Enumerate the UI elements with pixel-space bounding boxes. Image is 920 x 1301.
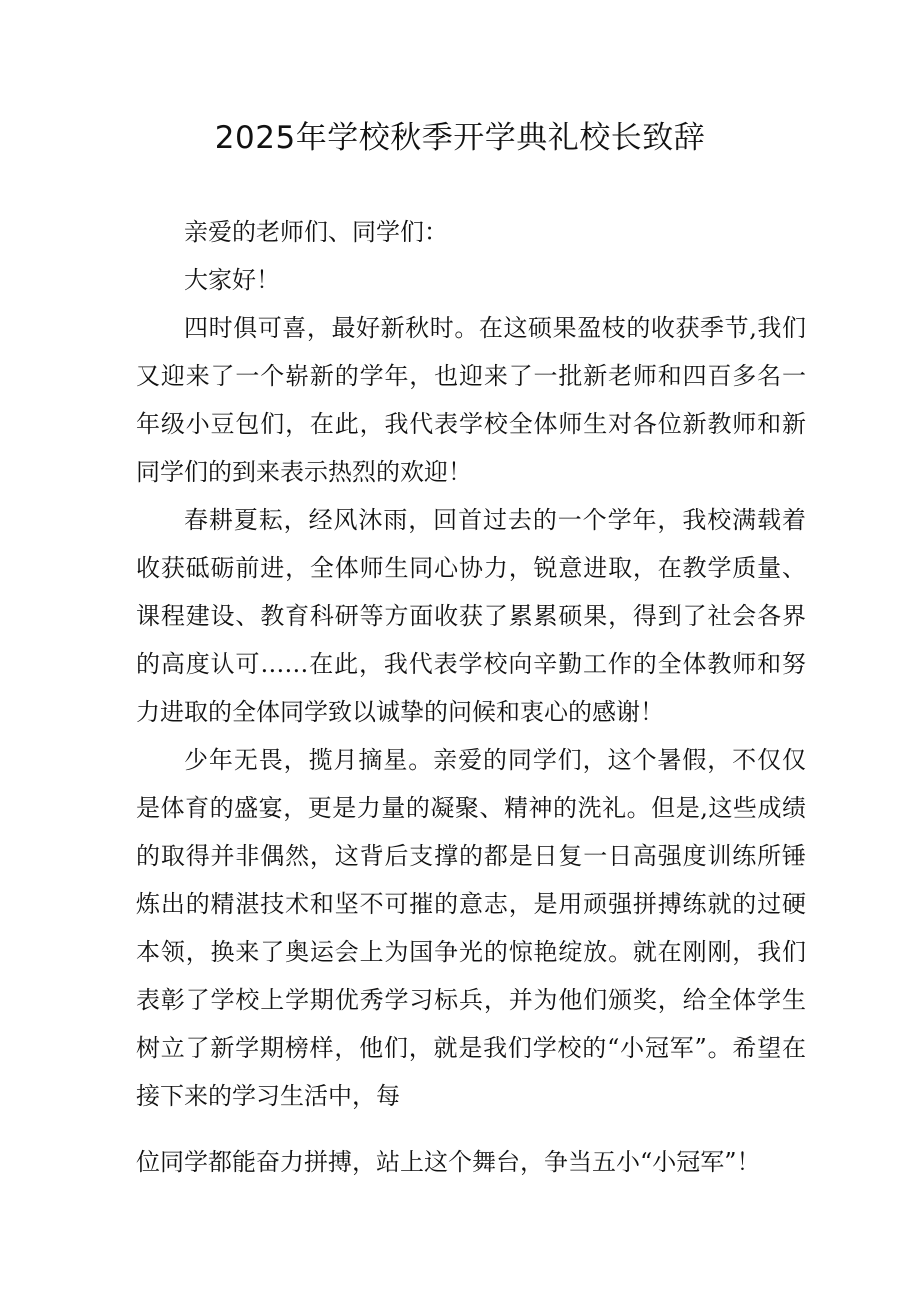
paragraph-continuation: 位同学都能奋力拼搏，站上这个舞台，争当五小“小冠军”！ <box>136 1148 761 1176</box>
salutation: 亲爱的老师们、同学们： <box>184 218 448 246</box>
document-title: 2025年学校秋季开学典礼校长致辞 <box>214 120 706 156</box>
paragraph-2: 春耕夏耘，经风沐雨，回首过去的一个学年，我校满载着收获砥砺前进，全体师生同心协力，锐意进取，在教学质量、课程建设、教育科研等方面收获了累累硕果，得到了社会各界的高度认可……在此，我代表学校向辛勤工作的全体教师和努力进取的全体同学致以诚挚的问候和衷心的感谢！ <box>136 506 806 726</box>
paragraph-3: 少年无畏，揽月摘星。亲爱的同学们，这个暑假，不仅仅是体育的盛宴，更是力量的凝聚、精神的洗礼。但是,这些成绩的取得并非偶然，这背后支撑的都是日复一日高强度训练所锤炼出的精湛技术和坚不可摧的意志，是用顽强拼搏练就的过硬本领，换来了奥运会上为国争光的惊艳绽放。就在刚刚，我们表彰了学校上学期优秀学习标兵，并为他们颁奖，给全体学生树立了新学期榜样，他们，就是我们学校的“小冠军”。希望在接下来的学习生活中，每 <box>136 746 806 1110</box>
document-body <box>136 208 806 1120</box>
greeting: 大家好！ <box>184 266 280 294</box>
paragraph-1: 四时俱可喜，最好新秋时。在这硕果盈枝的收获季节,我们又迎来了一个崭新的学年，也迎来了一批新老师和四百多名一年级小豆包们，在此，我代表学校全体师生对各位新教师和新同学们的到来表示热烈的欢迎！ <box>136 314 806 486</box>
